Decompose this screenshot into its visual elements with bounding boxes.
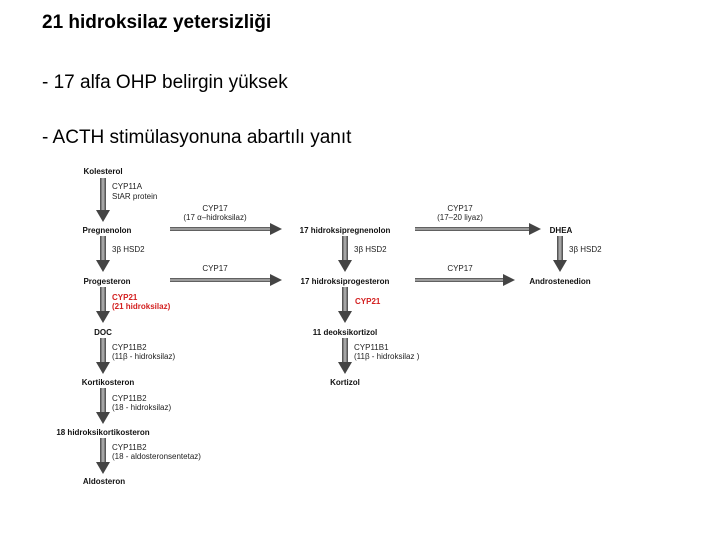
- enzyme-cyp11b2-aldo: CYP11B2: [112, 443, 147, 452]
- arrow-doc-to-kortikosteron: [96, 338, 110, 374]
- arrow-11-deoksikortizol-to-kortizol: [338, 338, 352, 374]
- enzyme-cyp17-androstenedion: CYP17: [447, 264, 473, 273]
- arrow-kolesterol-to-pregnenolon: [96, 178, 110, 222]
- node-17-hidroksiprogesteron: 17 hidroksiprogesteron: [300, 277, 390, 286]
- enzyme-cyp11a: CYP11A: [112, 182, 143, 191]
- arrow-17oh-progesteron-to-androstenedion: [415, 274, 515, 286]
- bullet-acth-stimulation: - ACTH stimülasyonuna abartılı yanıt: [42, 127, 352, 148]
- enzyme-17-20-liyaz: (17–20 liyaz): [437, 213, 483, 222]
- node-androstenedion: Androstenedion: [529, 277, 591, 286]
- bullet-17-alfa-ohp: - 17 alfa OHP belirgin yüksek: [42, 72, 288, 93]
- enzyme-18-aldosteronsentetaz: (18 - aldosteronsentetaz): [112, 452, 201, 461]
- arrow-kortikosteron-to-18oh-kortikosteron: [96, 388, 110, 424]
- arrow-17oh-progesteron-to-11-deoksikortizol: [338, 287, 352, 323]
- node-dhea: DHEA: [549, 226, 573, 235]
- slide-title: 21 hidroksilaz yetersizliği: [42, 12, 272, 33]
- arrow-pregnenolon-to-17oh-pregnenolon: [170, 223, 282, 235]
- node-kortikosteron: Kortikosteron: [81, 378, 135, 387]
- enzyme-17-alfa-hidroksilaz: (17 α–hidroksilaz): [183, 213, 247, 222]
- node-kolesterol: Kolesterol: [83, 167, 123, 176]
- enzyme-3b-hsd2-right: 3β HSD2: [569, 245, 602, 254]
- enzyme-cyp17-liyaz: CYP17: [447, 204, 473, 213]
- arrow-17oh-pregnenolon-to-dhea: [415, 223, 541, 235]
- enzyme-cyp21-middle: CYP21: [355, 297, 381, 306]
- node-progesteron: Progesteron: [83, 277, 131, 286]
- node-aldosteron: Aldosteron: [82, 477, 126, 486]
- arrow-pregnenolon-to-progesteron: [96, 236, 110, 272]
- arrow-dhea-to-androstenedion: [553, 236, 567, 272]
- enzyme-star-protein: StAR protein: [112, 192, 158, 201]
- enzyme-cyp11b2-18: CYP11B2: [112, 394, 147, 403]
- node-17-hidroksipregnenolon: 17 hidroksipregnenolon: [299, 226, 391, 235]
- node-doc: DOC: [94, 328, 112, 337]
- enzyme-cyp11b1: CYP11B1: [354, 343, 389, 352]
- arrow-progesteron-to-doc: [96, 287, 110, 323]
- node-18-hidroksikortikosteron: 18 hidroksikortikosteron: [56, 428, 150, 437]
- node-pregnenolon: Pregnenolon: [82, 226, 132, 235]
- enzyme-cyp17-progesteron: CYP17: [202, 264, 228, 273]
- enzyme-cyp17-hidroksilaz: CYP17: [202, 204, 228, 213]
- arrow-18oh-kortikosteron-to-aldosteron: [96, 438, 110, 474]
- enzyme-11b-hidroksilaz-middle: (11β - hidroksilaz ): [354, 352, 420, 361]
- enzyme-11b-hidroksilaz-left: (11β - hidroksilaz): [112, 352, 176, 361]
- enzyme-3b-hsd2-left: 3β HSD2: [112, 245, 145, 254]
- enzyme-cyp11b2-11b: CYP11B2: [112, 343, 147, 352]
- enzyme-18-hidroksilaz: (18 - hidroksilaz): [112, 403, 172, 412]
- enzyme-cyp21-left: CYP21: [112, 293, 138, 302]
- enzyme-21-hidroksilaz: (21 hidroksilaz): [112, 302, 171, 311]
- node-11-deoksikortizol: 11 deoksikortizol: [312, 328, 378, 337]
- arrow-progesteron-to-17oh-progesteron: [170, 274, 282, 286]
- enzyme-3b-hsd2-middle: 3β HSD2: [354, 245, 387, 254]
- arrow-17oh-pregnenolon-to-17oh-progesteron: [338, 236, 352, 272]
- node-kortizol: Kortizol: [330, 378, 360, 387]
